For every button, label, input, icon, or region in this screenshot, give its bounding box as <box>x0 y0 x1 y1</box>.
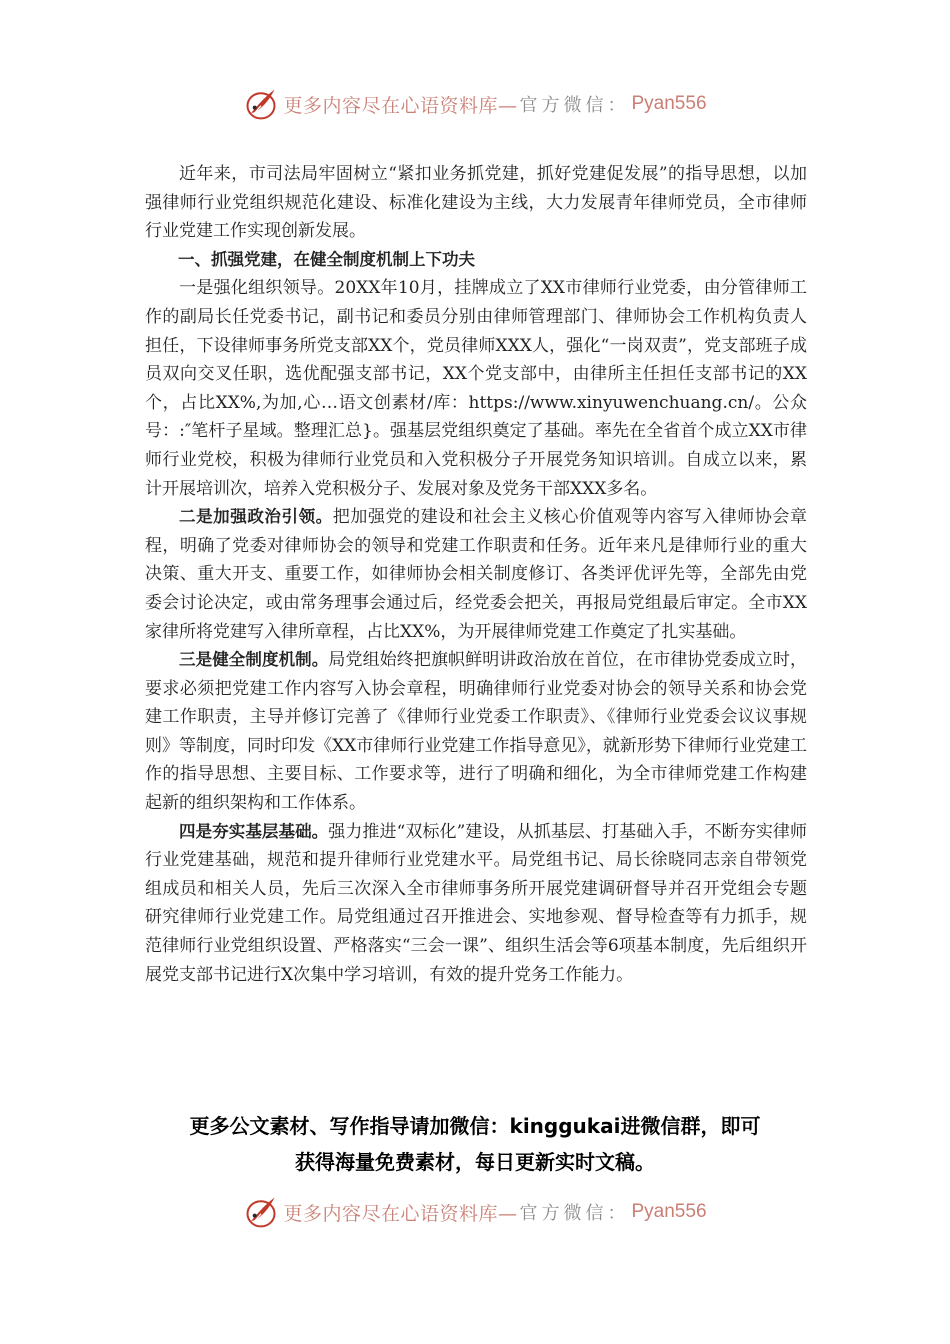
paragraph-body: 强力推进“双标化”建设，从抓基层、打基础入手，不断夯实律师行业党建基础，规范和提升律师行业党建水平。局党组书记、局长徐晓同志亲自带领党组成员和相关人员，先后三次深入全市律师事务所开展党建调研督导并召开党组会专题研究律师行业党建工作。局党组通过召开推进会、实地参观、督导检查等有力抓手，规范律师行业党组织设置、严格落实“三会一课”、组织生活会等6项基本制度，先后组织开展党支部书记进行X次集中学习培训，有效的提升党务工作能力。 <box>145 821 807 985</box>
banner-wechat-id: Pyan556 <box>631 1201 707 1222</box>
section-heading: 一、抓强党建，在健全制度机制上下功夫 <box>178 249 475 269</box>
banner-wechat-id: Pyan556 <box>631 93 707 114</box>
paragraph-system-mechanism <box>145 646 807 818</box>
banner-wechat-label: 官方微信： <box>519 1203 630 1224</box>
header-banner[interactable] <box>0 84 950 124</box>
quill-logo-icon <box>243 86 279 122</box>
document-body <box>145 160 807 989</box>
paragraph-body: 把加强党的建设和社会主义核心价值观等内容写入律师协会章程，明确了党委对律师协会的领导和党建工作职责和任务。近年来凡是律师行业的重大决策、重大开支、重要工作，如律师协会相关制度修订、各类评优评先等，全部先由党委会讨论决定，或由常务理事会通过后，经党委会把关，再报局党组最后审定。全市XX家律所将党建写入律所章程，占比XX%，为开展律师党建工作奠定了扎实基础。 <box>145 507 808 642</box>
banner-site-text: 更多内容尽在心语资料库— <box>283 94 518 117</box>
promo-line-2: 获得海量免费素材，每日更新实时文稿。 <box>295 1150 655 1174</box>
promo-line-1: 更多公文素材、写作指导请加微信：kinggukai进微信群，即可 <box>189 1114 761 1138</box>
paragraph-lead: 四是夯实基层基础。 <box>179 821 329 841</box>
paragraph-political-guidance <box>145 503 807 646</box>
paragraph-lead: 三是健全制度机制。 <box>179 650 329 670</box>
paragraph-lead: 二是加强政治引领。 <box>179 507 333 527</box>
intro-paragraph: 近年来，市司法局牢固树立“紧扣业务抓党建，抓好党建促发展”的指导思想，以加强律师行业党组织规范化建设、标准化建设为主线，大力发展青年律师党员，全市律师行业党建工作实现创新发展。 <box>145 164 807 242</box>
paragraph-grassroots-foundation <box>145 818 807 990</box>
banner-wechat-label: 官方微信： <box>519 95 630 116</box>
quill-logo-icon <box>243 1194 279 1230</box>
promo-notice <box>140 1108 810 1180</box>
paragraph-organization-leadership: 一是强化组织领导。20XX年10月，挂牌成立了XX市律师行业党委，由分管律师工作的副局长任党委书记，副书记和委员分别由律师管理部门、律师协会工作机构负责人担任，下设律师事务所党支部XX个，党员律师XXX人，强化“一岗双责”，党支部班子成员双向交叉任职，选优配强支部书记，XX个党支部中，由律所主任担任支部书记的XX个，占比XX%,为加,心…语文创素材/库：https://www.xinyuwenchuang.cn/。公众号：:″笔杆子星域。整理汇总}。强基层党组织奠定了基础。率先在全省首个成立XX市律师行业党校，积极为律师行业党员和入党积极分子开展党务知识培训。自成立以来，累计开展培训次，培养入党积极分子、发展对象及党务干部XXX多名。 <box>145 278 807 499</box>
banner-site-text: 更多内容尽在心语资料库— <box>283 1202 518 1225</box>
footer-banner[interactable] <box>0 1192 950 1232</box>
paragraph-body: 局党组始终把旗帜鲜明讲政治放在首位，在市律协党委成立时，要求必须把党建工作内容写入协会章程，明确律师行业党委对协会的领导关系和协会党建工作职责，主导并修订完善了《律师行业党委工作职责》、《律师行业党委会议议事规则》等制度，同时印发《XX市律师行业党建工作指导意见》，就新形势下律师行业党建工作的指导思想、主要目标、工作要求等，进行了明确和细化，为全市律师党建工作构建起新的组织架构和工作体系。 <box>145 650 807 814</box>
